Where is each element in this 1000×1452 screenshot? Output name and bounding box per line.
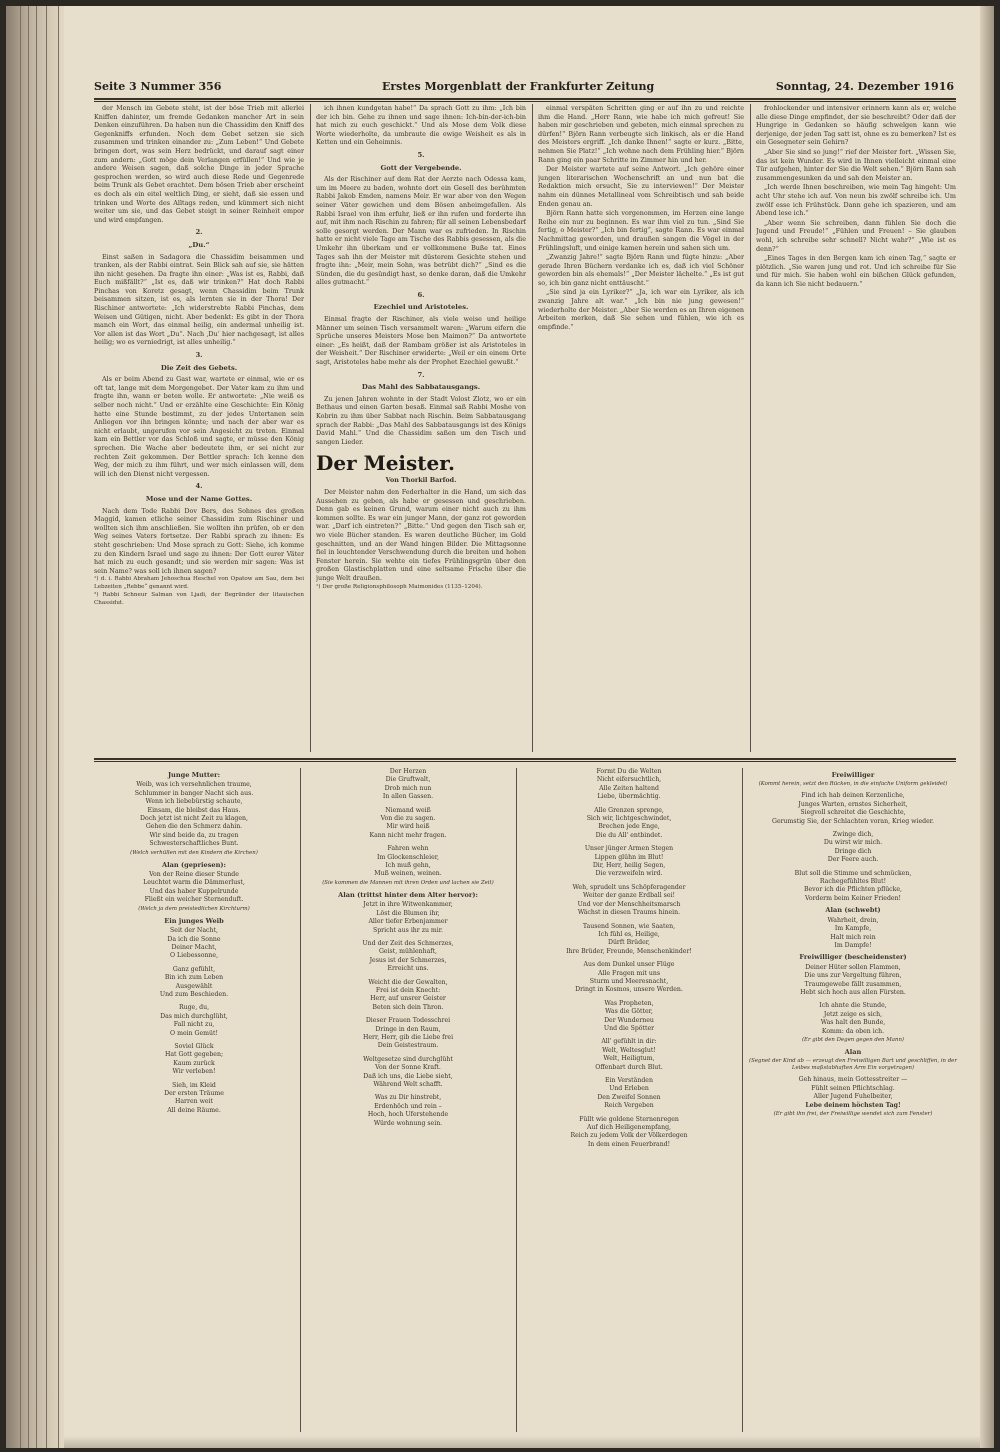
poem-line: Formt Du die Welten: [596, 768, 662, 775]
poem-line: Siegvoll schreitet die Geschichte,: [800, 809, 906, 817]
poem-line: Drob mich nun: [384, 784, 432, 792]
poem-line: Auf dich Heiligenempfang,: [586, 1124, 672, 1132]
col3-paragraph: „Sie sind ja ein Lyriker?“ „Ja, ich war ein Lyriker, als ich zwanzig Jahre alt war.“ „Ich bin nie jung gewesen!“ wiederholte der Meister. „Aber Sie werden es an Ihren eigenen Arbeiten merken, daß Sie sehen und fühlen, wie ich es empfinde.“: [538, 288, 744, 331]
col3-paragraph: Björn Rann hatte sich vorgenommen, im Herzen eine lange Reihe ein nur zu beginnen. Es war ihm viel zu tun. „Sind Sie fertig, o Meister?“ „Ich bin fertig“, sagte Rann. Es war einmal Nachmittag geworden, und draußen sangen die Vögel in der Frühlingsluft, und einige kamen herein und sahen sich um.: [538, 209, 744, 252]
col2-section-number: 5.: [417, 150, 425, 159]
poem-line: Bevor ich die Pflichten pflücke,: [803, 886, 903, 894]
poem-line: Reich zu jedem Volk der Völkerdegen: [570, 1132, 688, 1140]
poem-line: Die du All' entbindet.: [595, 831, 663, 839]
col3-paragraph: einmal verspäten Schritten ging er auf ihn zu und reichte ihm die Hand. „Herr Rann, wie habe ich mich gefreut! Sie haben mir geschrieben und gebeten, mich einmal sprechen zu dürfen!“ Björn Rann verbeugte sich linkisch, als er die Hand des Meisters ergriff. „Ich danke Ihnen!“ sagte er kurz. „Bitte, nehmen Sie Platz!“ „Ich wohne nach dem Frühling hier.“ Björn Rann ging ein paar Schritte im Zimmer hin und her.: [538, 104, 744, 164]
poem-line: All' gefühlt in dir:: [601, 1038, 657, 1046]
poem-line: Von die zu sagen.: [380, 815, 436, 823]
poem-line: Im Glockenschleier,: [377, 853, 439, 861]
poem-title: Alan (trittst hinter dem Alter hervor):: [338, 890, 478, 899]
poem-line: Die Gruftwalt,: [385, 776, 431, 784]
col1-intro: der Mensch im Gebete steht, ist der böse Trieb mit allerlei Kniffen dahinter, um fremde Gedanken mancher Art in sein Denken einzuführen. Da haben nun die Chassidim den Kniff des Gegenkniffs erfunden. Noch dem Gebet setzen sie sich zusammen und trinken einander zu: „Zum Leben!“ Und Gebete bringen dort, was sein Herz bedrückt, und darauf sagt einer zum andern: „Gott möge dein Verlangen erfüllen!“ Und wie je andere Weisen sagen, daß solche Dinge in jeder Sprache gesprochen werden, so wird auch diese Rede und Gegenrede beim Trunk als Gebet erachtet. Dem bösen Trieb aber erscheint es doch als ein eitel weltlich Ding, er sieht, daß sie essen und trinken und Worte des Alltags reden, und kümmert sich nicht weiter um sie, und das Gebet steigt in seiner Reinheit empor und wird empfangen.: [94, 104, 304, 224]
column-divider: [310, 104, 311, 752]
poem-line: Während Welt schafft.: [373, 1081, 443, 1088]
page-edge: [980, 6, 994, 1448]
col4-paragraph: „Aber wenn Sie schreiben, dann fühlen Sie doch die Jugend und Freude!“ „Fühlen und Freuen! – Sie glauben wohl, ich schreibe sehr schnell? Nicht wahr?“ „Wie ist es denn?“: [756, 218, 956, 253]
poem-line: Wir sind beide da, zu tragen: [149, 831, 239, 839]
poem-line: Alle Zeiten haltend: [599, 784, 659, 792]
poem-line: Der Wunderneu: [604, 1016, 654, 1024]
poem-title: Alan: [844, 1047, 862, 1056]
poem-title: Freiwilliger: [831, 771, 875, 779]
poem-line: Rachegefühltes Blut!: [819, 878, 887, 886]
poem-line: Und das haber Kuppelrunde: [149, 887, 239, 895]
poem-line: Dieser Frauen Todesschrei: [365, 1017, 451, 1025]
poem-line: Traumgewebe fällt zusammen,: [804, 980, 902, 988]
poem-line: Erreicht uns.: [387, 965, 429, 973]
poem-line: Die uns zur Vergeltung führen,: [804, 972, 902, 980]
poem-line: Die verzweifeln wird.: [595, 870, 663, 878]
poem-title: Junge Mutter:: [167, 771, 221, 779]
col2-section-text: Zu jenen Jahren wohnte in der Stadt Volost Zlotz, wo er ein Bethaus und einen Garten besaß. Einmal saß Rabbi Moshe von Kobrin zu ihm über Sabbat nach Rischin. Beim Sabbatausgang sprach der Rabbi: „Das Mahl des Sabbatausgangs ist des Königs David Mahl.“ Und die Chassidim saßen um den Tisch und sangen Lieder.: [316, 394, 526, 446]
poem-line: Soviel Glück: [174, 1042, 214, 1050]
poem-line: Ich ahnte die Stunde,: [819, 1002, 887, 1010]
poem-line: Jetzt in ihre Witwenkammer,: [363, 901, 453, 909]
poem-line: Weltgesetze sind durchglüht: [363, 1055, 453, 1063]
column-4: [756, 104, 956, 752]
column-divider: [742, 768, 743, 1432]
poem-line: Sich wir, lichtgeschwindet,: [586, 815, 672, 823]
col1-footnote: ¹) d. i. Rabbi Abraham Jehoschua Heschel von Opatow am Sau, dem bei Lebzeiten „Rebbe“ genannt wird.: [94, 576, 304, 590]
poem-title: Alan (gepriesen):: [162, 860, 226, 869]
poem-line: Fühlt seinen Pflichtschlag.: [811, 1084, 895, 1092]
poem-line: Niemand weiß: [385, 806, 431, 814]
poem-line: Welt, Weltesglut!: [602, 1046, 656, 1054]
poem-line: In allen Gassen.: [382, 793, 434, 801]
poem-line: Und vor der Menschheitsmarsch: [577, 900, 681, 908]
poem-line: Lebe deinem höchsten Tag!: [805, 1101, 901, 1109]
col1-section-title: Mose und der Name Gottes.: [145, 494, 253, 503]
column-divider: [532, 104, 533, 752]
poem-line: Jetzt zeige es sich,: [823, 1010, 883, 1018]
poem-line: Beten sich dein Thron.: [372, 1003, 444, 1011]
poem-line: Du wirst wir mich.: [823, 839, 883, 847]
book-binding: [6, 6, 64, 1448]
poem-line: All deine Räume.: [167, 1106, 221, 1114]
column-divider: [300, 768, 301, 1432]
poem-line: Weiter der ganze Erdball sei!: [583, 892, 675, 900]
col1-footnote: ²) Rabbi Schneur Salman von Ljadi, der Begründer der litauischen Chassidut.: [94, 592, 304, 606]
col2-section-text: Als der Rischiner auf dem Rat der Aerzte nach Odessa kam, um im Meere zu baden, wohnte dort ein Gesell des berühmten Rabbi Jakob Emden, namens Meir. Er war aber von den Wegen seiner Väter gewichen und dem Bösen anheimgefallen. Als Rabbi Israel von ihm erfuhr, ließ er ihn rufen und forderte ihn auf, mit ihm nach Rischin zu fahren; für all seinen Lebensbedarf solle gesorgt werden. Der Mann war es zufrieden. In Rischin hatte er nicht viele Tage am Tische des Rabbis gesessen, als die Umkehr ihn überkam und er vollkommene Buße tat. Eines Tages sah ihn der Meister mit düsterem Gesichte stehen und fragte ihn: „Meir, mein Sohn, was betrübt dich?“ „Sind es die Sünden, die du gesündigt hast, so denke daran, daß die Umkehr alles gutmacht.“: [316, 175, 526, 287]
poem-line: O mein Gemüt!: [170, 1029, 218, 1037]
poem-line: Dringt in Kosmos, unsere Werden.: [575, 986, 683, 994]
poem-title: Ein junges Weib: [164, 916, 224, 925]
poem-line: Dringe dich: [834, 847, 872, 855]
column-3: [538, 104, 744, 752]
poem-line: Von der Sonne Kraft.: [375, 1064, 441, 1072]
poem-line: Erdenhöch und rein –: [374, 1102, 442, 1110]
col2-section-title: Gott der Vergebende.: [380, 163, 462, 172]
col1-section-text: Nach dem Tode Rabbi Dov Bers, des Sohnes des großen Maggid, kamen etliche seiner Chassidim zum Rischiner und wollten sich ihm anschließen. Sie wollten ihn prüfen, ob er den Weg seines Vaters fortsetze. Der Rabbi sprach zu ihnen: Es steht geschrieben: Und Mose sprach zu Gott: Siehe, ich komme zu den Kindern Israel und sage zu ihnen: Der Gott eurer Väter hat mich zu euch gesandt; und sie werden mir sagen: Was ist sein Name? was soll ich ihnen sagen?: [94, 506, 304, 575]
col4-paragraph: „Eines Tages in den Bergen kam ich einen Tag,“ sagte er plötzlich. „Sie waren jung und rot. Und ich schreibe für Sie und für mich. Sie haben wohl ein bißchen Glück gefunden, da kann ich Sie nicht bedauern.“: [756, 254, 956, 288]
poem-line: Deiner Macht,: [171, 943, 217, 951]
col2-section-number: 7.: [417, 370, 425, 379]
poem-line: Und die Spötter: [603, 1024, 655, 1032]
poem-column-3: [522, 768, 736, 1432]
column-divider: [750, 104, 751, 752]
poem-line: Einsam, die bleibst das Haus.: [147, 806, 241, 814]
poem-line: Herr, auf unsrer Geister: [370, 995, 446, 1003]
poem-line: Kaum zurück: [173, 1059, 215, 1067]
col1-section-number: 2.: [195, 228, 203, 237]
story-author: Von Thorkil Barfod.: [385, 476, 457, 485]
col1-section-number: 3.: [195, 351, 203, 360]
poem-line: Wächst in diesen Traums hinein.: [577, 909, 681, 917]
col1-section-text: Als er beim Abend zu Gast war, wartete er einmal, wie er es oft tat, lange mit dem Morgengebet. Der Vater kam zu ihm und fragte ihn, wann er beten wolle. Er antwortete: „Nie weiß es selber noch nicht.“ Und er erzählte eine Geschichte: Ein König hatte eine Stunde bestimmt, zu der jedes Untertanen sein Anliegen vor ihn bringen könnte; und nach der aber war es nicht erlaubt, ungerufen vor sein Angesicht zu treten. Einmal kam ein Bettler vor das Schloß und sagte, er müsse den König sprechen. Die Wache aber bedeutete ihm, er sei nicht zur rechten Zeit gekommen. Der Bettler sprach: Ich kenne den Weg, der mich zu ihm führt, und wer mich einlassen will, dem will ich den Dienst nicht vergessen.: [94, 375, 304, 478]
poem-line: Das mich durchglüht,: [160, 1012, 228, 1020]
poem-line: Frei ist dein Knecht:: [375, 986, 441, 994]
poem-line: Junges Warten, ernstes Sicherheit,: [798, 800, 908, 808]
poem-line: Sieh, im Kleid: [172, 1081, 216, 1089]
poem-title: Freiwilliger (bescheidenster): [799, 953, 907, 962]
poem-line: Füllt wie goldene Sternenregen: [579, 1115, 679, 1123]
poem-line: Und der Zeit des Schmerzes,: [362, 939, 454, 947]
poem-line: Ausgewählt: [175, 982, 213, 990]
column-1: [94, 104, 304, 752]
poem-line: Ruge, du,: [178, 1004, 210, 1012]
poem-column-1: [94, 768, 294, 1432]
poem-line: Der ersten Träume: [164, 1090, 224, 1097]
poem-line: O Liebessonne,: [169, 952, 219, 960]
poem-line: Weicht die der Gewalten,: [368, 978, 448, 986]
poem-line: Im Dampfe!: [834, 941, 872, 949]
col1-section-number: 4.: [195, 482, 203, 491]
stage-direction: (Kommt herein, setzt den Rücken, in die einfache Uniform gekleidet): [758, 781, 948, 788]
poem-column-2: [306, 768, 510, 1432]
issue-date: Sonntag, 24. Dezember 1916: [775, 80, 954, 93]
poem-line: Zwinge dich,: [832, 831, 874, 839]
poem-line: Der Herzen: [389, 768, 427, 775]
feuilleton-rule-thin: [94, 761, 956, 762]
poem-line: Ich muß gehn,: [385, 862, 431, 870]
page-number: Seite 3 Nummer 356: [94, 80, 222, 93]
poem-line: Was die Götter,: [605, 1008, 653, 1016]
stage-direction: (Welch verhüllen mit den Kindern die Kirchen): [130, 849, 258, 856]
poem-line: Deiner Hüter sollen Flammen,: [805, 963, 901, 971]
poem-line: Und zum Beschieden.: [159, 990, 229, 998]
poem-line: Würde wohnung sein.: [373, 1119, 443, 1127]
poem-line: Weh, sprudelt uns Schöpferagender: [572, 883, 686, 891]
masthead: [94, 80, 954, 98]
poem-line: Aller tiefer Erbenjammer: [368, 918, 448, 926]
poem-line: Dringe in den Raum,: [375, 1025, 441, 1033]
poem-line: Wahrheit, drein,: [827, 916, 879, 924]
stage-direction: (Segnet der Kind ab — erzeugt den Freiwilligen Bart und geschliffen, in der Leibes maßstabhaften Arm Ein vorgetragen): [749, 1058, 957, 1072]
poem-line: Bin ich zum Leben: [164, 974, 224, 982]
poem-line: Mir wird heiß: [386, 823, 430, 831]
poem-line: Ich fühl es, Heilige,: [598, 930, 660, 938]
column-divider: [516, 768, 517, 1432]
poem-line: Im Kampfe,: [834, 925, 872, 933]
poem-line: Doch jetzt ist nicht Zeit zu klagen,: [140, 815, 248, 823]
poem-line: Harren weit: [174, 1098, 214, 1106]
stage-direction: (Sie kommen die Mannen mit ihren Orden und lachen sie Zeit): [322, 879, 494, 886]
poem-line: Nicht eifersuchtlich,: [596, 776, 662, 784]
poem-line: Gehen die den Schmerz dahin.: [145, 823, 243, 831]
poem-line: Alle Fragen mit uns: [597, 969, 660, 977]
poem-line: Tausend Sonnen, wie Saaten,: [582, 922, 676, 930]
poem-line: Ein Verständen: [605, 1077, 653, 1084]
poem-line: Aller Jugend Fuhelbeiter,: [813, 1093, 893, 1101]
poem-line: Ganz gefühlt,: [172, 965, 216, 973]
stage-direction: (Welch ja dem preistedlichen Kirchturm): [138, 905, 250, 912]
poem-line: Leuchtet warm die Dämmerlust,: [143, 879, 245, 887]
poem-line: Von der Reine dieser Stunde: [149, 871, 239, 879]
poem-line: Schlummer in banger Nacht sich aus.: [134, 789, 254, 797]
poem-line: Da ich die Sonne: [167, 935, 221, 943]
col3-paragraph: Der Meister wartete auf seine Antwort. „Ich gehöre einer jungen literarischen Wochenschrift an und nun bat die Redaktion mich ersucht, Sie zu interviewen!“ Der Meister nahm ein dünnes Metallineal vom Schreibtisch und sah beide Enden genau an.: [538, 165, 744, 208]
col1-section-title: „Du.“: [188, 240, 210, 249]
poem-title: Alan (schwebt): [825, 906, 881, 915]
col4-paragraph: „Ich werde Ihnen beschreiben, wie mein Tag hingeht: Um acht Uhr stehe ich auf. Von neun bis zwölf schreibe ich. Um zwölf esse ich Frühstück. Dann gehe ich spazieren, und am Abend lese ich.“: [756, 183, 956, 218]
col4-paragraph: frohlockender und intensiver erinnern kann als er, welche alle diese Dinge empfindet, der sie beschreibt? Oder daß der Hungrige in Gedanken so häufig schwelgen kann wie derjenige, der jeden Tag satt ist, ohne es zu bemerken? Ist es ein Gesegneter sein Gehirn?: [756, 104, 956, 147]
stage-direction: (Er gibt ihn frei, der Freiwillige wendet sich zum Fenster): [773, 1111, 933, 1117]
poem-line: Fall nicht zu,: [173, 1021, 215, 1029]
col2-section-title: Ezechiel und Aristoteles.: [373, 303, 469, 312]
poem-line: Fließt ein weicher Sternenduft.: [144, 896, 244, 904]
col3-paragraph: „Zwanzig Jahre!“ sagte Björn Rann und fügte hinzu: „Aber gerade Ihren Büchern verdanke ich es, daß ich viel Schöner geworden bin als ehemals!“ „Der Meister lächelte.“ „Es ist gut so, ich bin ganz nicht enttäuscht.“: [538, 253, 744, 287]
poem-line: Sturm und Meeresnacht,: [589, 977, 669, 985]
poem-column-4: [748, 768, 958, 1432]
col4-paragraph: „Aber Sie sind so jung!“ rief der Meister fort. „Wissen Sie, das ist kein Wunder. Es wird in Ihnen vielleicht einmal eine Tür aufgehen, hinter der Sie die Welt sehen.“ Björn Rann sah zusammengesunken da und sah den Meister an.: [756, 147, 956, 182]
poem-line: Weib, was ich versehnlichen traume,: [136, 781, 252, 789]
poem-line: Offenbart durch Blut.: [595, 1063, 663, 1071]
col2-section-text: Einmal fragte der Rischiner, als viele weise und heilige Männer um seinen Tisch versammelt waren: „Warum eifern die Sprüche unseres Meisters Mose ben Maimon?“ Da antwortete einer: „Es heißt, daß der Rambam größer ist als Aristoteles in der Weisheit.“ Der Rischiner erwiderte: „Weil er ein einem Orte sagt, Aristoteles habe mehr als der Prophet Ezechiel gewußt.“: [316, 315, 526, 367]
poem-line: Jesus ist der Schmerzes,: [369, 956, 447, 964]
poem-line: Den Zweifel Sonnen: [597, 1093, 661, 1101]
poem-line: Der Feere auch.: [827, 856, 879, 864]
poem-line: Was zu Dir hinstrebt,: [374, 1094, 442, 1102]
poem-line: Blut soll die Stimme und schmücken,: [794, 869, 912, 877]
poem-line: Und Erleben: [609, 1085, 649, 1093]
poem-line: In dem einen Feuerbrand!: [587, 1140, 671, 1148]
poem-line: Wenn ich liebebürstig schaute,: [145, 798, 243, 806]
page-shadow: [64, 1436, 980, 1448]
poem-line: Gerumstig Sie, der Schlachten voran, Krieg wieder.: [772, 817, 934, 825]
poem-line: Löst die Blumen ihr,: [376, 909, 440, 917]
poem-line: Fahren wehn: [387, 845, 429, 853]
poem-line: Seit der Nacht,: [170, 927, 218, 935]
poem-line: Wir verleben!: [172, 1068, 216, 1076]
poem-line: Muß weinen, weinen.: [374, 870, 442, 878]
newspaper-page: [6, 6, 994, 1448]
poem-line: Unser jünger Armen Stegen: [584, 845, 674, 853]
poem-line: Herr, Herr, gib die Liebe frei: [362, 1033, 454, 1041]
col2-footnote: ¹) Der große Religionsphilosoph Maimonides (1135–1204).: [316, 583, 483, 590]
masthead-rule: [94, 98, 956, 100]
poem-line: Spricht aus ihr zu mir.: [372, 926, 444, 934]
col2-section-number: 6.: [417, 290, 425, 299]
poem-line: Geist, mühlenhaft,: [378, 948, 438, 956]
col2-intro: ich ihnen kundgetan habe!“ Da sprach Gott zu ihm: „Ich bin der ich bin. Gehe zu ihnen und sage ihnen: Ich-bin-der-ich-bin hat mich zu euch geschickt.“ Und als Mose dem Volk diese Worte wiederholte, da umbraute die ewige Weisheit es als in Ketten und ein Geheimnis.: [316, 104, 526, 147]
poem-line: Brechen jede Enge,: [598, 823, 660, 831]
poem-line: Halt mich rein: [830, 933, 876, 941]
story-text: Der Meister nahm den Federhalter in die Hand, um sich das Aussehen zu geben, als habe er gesessen und geschrieben. Denn gab es keinen Grund, warum einer nicht auch zu ihm kommen sollte. Es war ein junger Mann, der ganz rot geworden war. „Darf ich eintreten?“ „Bitte.“ Und gegen den Tisch sah er, wo viele Bücher standen. Es waren deutliche Bücher, im Gold geschnitten, und an der Wand hingen Bilder. Die Mittagsonne fiel in leuchtender Verschwendung durch die breiten und hohen Fenster herein. Sie wehte ein tiefes Frühlingsgrün über den großen Glastischplatten und eine seltsame Frische über die junge Welt draußen.: [316, 487, 526, 582]
poem-line: Dein Geistestraum.: [377, 1042, 439, 1050]
poem-line: Daß ich uns, die Liebe sieht,: [363, 1072, 453, 1080]
poem-line: Ihre Brüder, Freunde, Menschenkinder!: [566, 947, 692, 955]
poem-line: Alle Grenzen sprenge,: [594, 806, 664, 814]
poem-line: Hat Gott gegeben;: [164, 1051, 224, 1059]
poem-line: Hoch, hoch Uferstehende: [367, 1111, 449, 1119]
poem-line: Kann nicht mehr fragen.: [369, 831, 447, 839]
story-title: Der Meister.: [316, 451, 455, 476]
poem-line: Reich Vergeben: [604, 1102, 654, 1110]
poem-line: Was halt den Bunde,: [820, 1019, 886, 1027]
poem-line: Vorderm beim Keiner Frieden!: [804, 894, 902, 902]
poem-line: Was Propheten,: [604, 999, 654, 1007]
poem-line: Komm: da oben ich.: [821, 1027, 885, 1035]
poem-line: Lippen glühn im Blut!: [594, 853, 664, 861]
stage-direction: (Er gibt den Degen gegen den Mann): [801, 1036, 905, 1043]
col2-section-title: Das Mahl des Sabbatausgangs.: [361, 383, 481, 392]
poem-line: Liebe, übermächtig.: [597, 793, 661, 801]
poem-line: Schwesterschaftliches Bunt.: [149, 840, 239, 848]
newspaper-title: Erstes Morgenblatt der Frankfurter Zeitung: [382, 80, 655, 93]
poem-line: Dürft Brüder,: [607, 939, 650, 947]
poem-line: Find ich hab deinen Kerzenliche,: [801, 792, 905, 800]
poem-line: Aus dem Dunkel unser Flüge: [583, 961, 675, 969]
col1-section-title: Die Zeit des Gebets.: [160, 363, 238, 372]
poem-line: Dir, Herr, heilig Segen,: [592, 862, 666, 870]
masthead-rule-thin: [94, 101, 956, 102]
poem-line: Hebt sich hoch aus allen Fürsten.: [800, 988, 906, 996]
column-2: [316, 104, 526, 752]
poem-line: Geh hinaus, mein Gottesstreiter —: [798, 1076, 908, 1084]
feuilleton-rule: [94, 758, 956, 760]
col1-section-text: Einst saßen in Sadagora die Chassidim beisammen und tranken, als der Rabbi eintrat. Sein Blick sah auf sie, sie hätten ihn nicht gesehen. Da fragte ihn einer: „Was ist es, Rabbi, daß Euch mißfällt?“ „Ist es, daß wir trinken?“ Hat doch Rabbi Pinchas von Koretz gesagt, wenn Chassidim beim Trunk beisammen sitzen, ist es, als lernten sie in der Thora! Der Rischiner antwortete: „Ich widerstrebte Rabbi Pinchas, dem Weisen und Gütigen, nicht. Aber bedenkt: Es gibt in der Thora manch ein Wort, das einmal heilig, ein andermal unheilig ist. Vor allen ist das Wort „Du“. Nach ‚Du‘ hier nachgesagt, ist alles heilig; wo es verniedrigt, ist alles unheilig.“: [94, 252, 304, 347]
poem-line: Welt, Heiligtum,: [603, 1055, 655, 1063]
